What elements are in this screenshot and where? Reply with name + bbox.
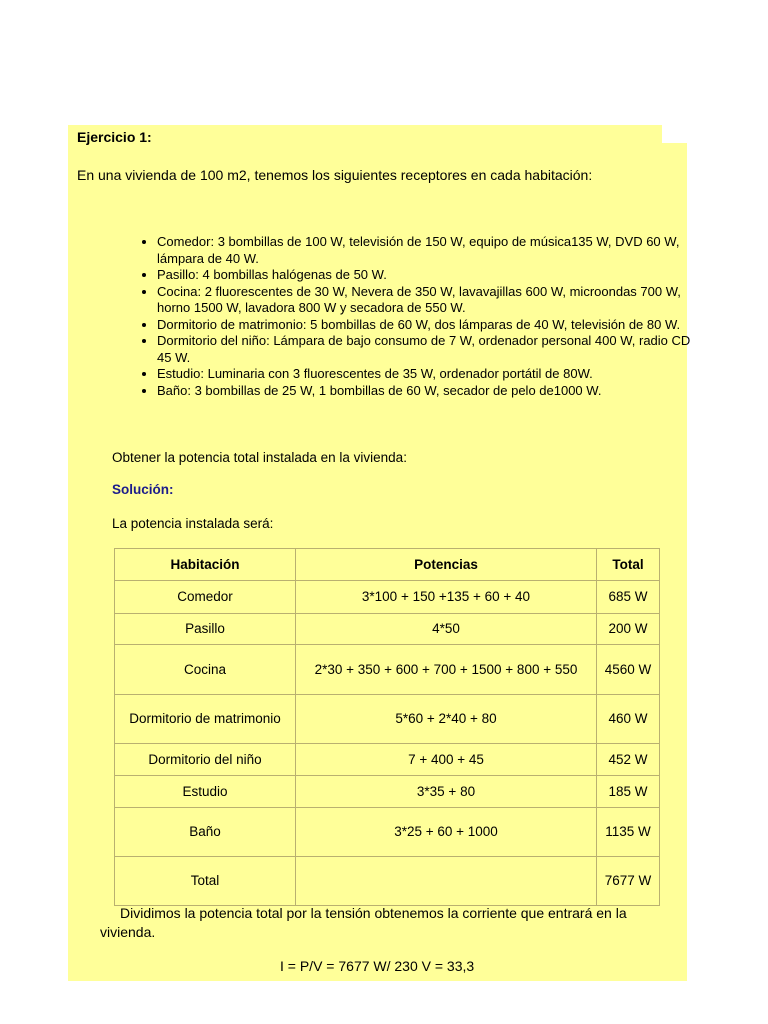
rooms-list — [100, 234, 697, 399]
power-table — [114, 548, 660, 906]
list-item: • Dormitorio del niño: Lámpara de bajo consumo de 7 W, ordenador personal 400 W, radio CD 45 W. — [157, 333, 697, 366]
table-total-row — [115, 857, 660, 906]
total-cell: 452 W — [597, 744, 660, 776]
header-total: Total — [597, 549, 660, 581]
table-row — [115, 744, 660, 776]
list-item: • Baño: 3 bombillas de 25 W, 1 bombillas de 60 W, secador de pelo de1000 W. — [157, 383, 697, 400]
list-item: • Comedor: 3 bombillas de 100 W, televisión de 150 W, equipo de música135 W, DVD 60 W, lámpara de 40 W. — [157, 234, 697, 267]
powers-cell: 4*50 — [296, 614, 597, 645]
header-powers: Potencias — [296, 549, 597, 581]
powers-cell: 7 + 400 + 45 — [296, 744, 597, 776]
table-header-row — [115, 549, 660, 581]
powers-cell: 3*35 + 80 — [296, 776, 597, 808]
total-label: Total — [115, 857, 296, 906]
total-cell: 685 W — [597, 581, 660, 614]
powers-cell: 3*100 + 150 +135 + 60 + 40 — [296, 581, 597, 614]
list-item: • Pasillo: 4 bombillas halógenas de 50 W. — [157, 267, 697, 284]
room-cell: Dormitorio de matrimonio — [115, 695, 296, 744]
powers-cell: 2*30 + 350 + 600 + 700 + 1500 + 800 + 550 — [296, 645, 597, 695]
room-cell: Dormitorio del niño — [115, 744, 296, 776]
table-row — [115, 808, 660, 857]
table-row — [115, 695, 660, 744]
table-row — [115, 645, 660, 695]
total-cell: 185 W — [597, 776, 660, 808]
list-item: • Cocina: 2 fluorescentes de 30 W, Nevera de 350 W, lavavajillas 600 W, microondas 700 W, horno 1500 W, lavadora 800 W y secadora de 550 W. — [157, 284, 697, 317]
list-item: • Estudio: Luminaria con 3 fluorescentes de 35 W, ordenador portátil de 80W. — [157, 366, 697, 383]
current-formula: I = P/V = 7677 W/ 230 V = 33,3 — [280, 958, 475, 974]
room-cell: Estudio — [115, 776, 296, 808]
total-cell: 4560 W — [597, 645, 660, 695]
exercise-title: Ejercicio 1: — [77, 129, 152, 145]
question: Obtener la potencia total instalada en la vivienda: — [112, 450, 407, 465]
total-cell: 460 W — [597, 695, 660, 744]
total-cell: 1135 W — [597, 808, 660, 857]
room-cell: Pasillo — [115, 614, 296, 645]
solution-text: La potencia instalada será: — [112, 516, 274, 531]
powers-cell: 5*60 + 2*40 + 80 — [296, 695, 597, 744]
page-tab — [68, 125, 662, 145]
exercise-intro: En una vivienda de 100 m2, tenemos los siguientes receptores en cada habitación: — [77, 167, 593, 183]
table-row — [115, 581, 660, 614]
table-row — [115, 614, 660, 645]
powers-cell: 3*25 + 60 + 1000 — [296, 808, 597, 857]
room-cell: Cocina — [115, 645, 296, 695]
room-cell: Comedor — [115, 581, 296, 614]
list-item: • Dormitorio de matrimonio: 5 bombillas de 60 W, dos lámparas de 40 W, televisión de 80 W. — [157, 317, 697, 334]
empty-cell — [296, 857, 597, 906]
total-value: 7677 W — [597, 857, 660, 906]
total-cell: 200 W — [597, 614, 660, 645]
header-room: Habitación — [115, 549, 296, 581]
room-cell: Baño — [115, 808, 296, 857]
table-row — [115, 776, 660, 808]
conclusion-text: Dividimos la potencia total por la tensión obtenemos la corriente que entrará en la vivienda. — [100, 905, 627, 940]
solution-title: Solución: — [112, 482, 174, 497]
